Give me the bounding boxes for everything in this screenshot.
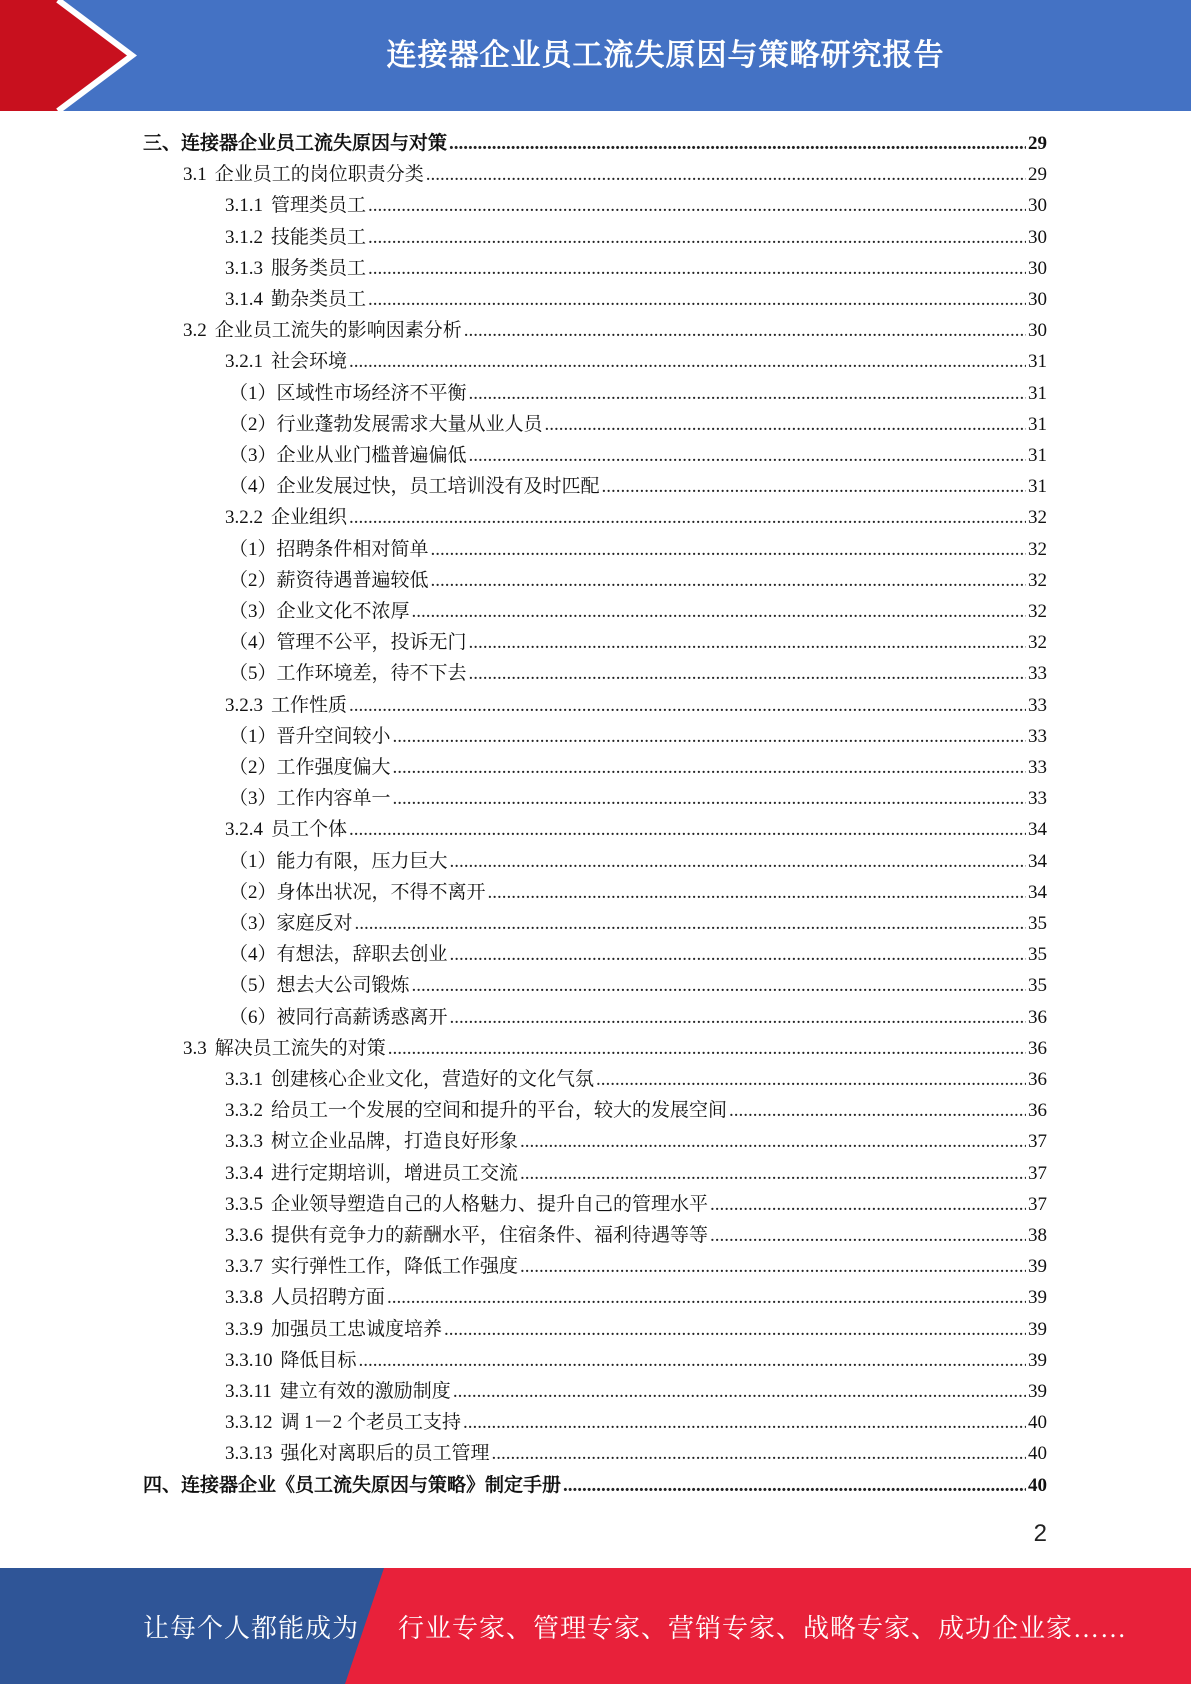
toc-dot-leader (444, 1314, 1026, 1345)
toc-entry-page: 31 (1028, 413, 1047, 435)
toc-dot-leader (368, 222, 1026, 253)
toc-entry-title: 能力有限，压力巨大 (276, 850, 448, 872)
toc-entry-page: 39 (1028, 1287, 1047, 1309)
toc-dot-leader (412, 596, 1026, 627)
toc-entry-title: 企业员工的岗位职责分类 (214, 164, 424, 186)
toc-entry-page: 39 (1028, 1256, 1047, 1278)
toc-entry-number: 3.2.3 (225, 694, 263, 716)
toc-entry[interactable] (225, 1095, 1047, 1126)
toc-entry-number: （2） (229, 413, 277, 435)
toc-entry-title: 给员工一个发展的空间和提升的平台，较大的发展空间 (271, 1100, 728, 1122)
toc-entry-number: 3.3 (183, 1037, 207, 1059)
toc-dot-leader (492, 1438, 1026, 1469)
toc-entry-number: 3.1 (183, 164, 207, 186)
toc-entry-page: 36 (1028, 1037, 1047, 1059)
toc-dot-leader (596, 1064, 1026, 1095)
toc-entry-number: 3.2.4 (225, 819, 263, 841)
toc-entry[interactable] (225, 1376, 1047, 1407)
toc-entry-page: 31 (1028, 351, 1047, 373)
toc-entry-title: 招聘条件相对简单 (276, 538, 429, 560)
toc-entry[interactable] (225, 1345, 1047, 1376)
toc-dot-leader (349, 690, 1026, 721)
toc-entry-title: 社会环境 (271, 351, 348, 373)
toc-entry-page: 34 (1028, 850, 1047, 872)
toc-entry[interactable] (225, 1251, 1047, 1282)
toc-entry-page: 30 (1028, 320, 1047, 342)
toc-entry-title: 工作强度偏大 (276, 757, 391, 778)
toc-entry-number: （2） (229, 881, 277, 903)
toc-dot-leader (368, 253, 1026, 284)
toc-entry-title: 创建核心企业文化，营造好的文化气氛 (271, 1069, 595, 1090)
toc-dot-leader (393, 783, 1026, 814)
toc-dot-leader (520, 1251, 1026, 1282)
toc-entry-number: 3.1.1 (225, 195, 263, 217)
toc-entry-page: 34 (1028, 881, 1047, 903)
toc-entry-number: （4） (229, 476, 277, 498)
toc-entry[interactable] (225, 690, 1047, 721)
toc-entry[interactable] (143, 1470, 1047, 1501)
toc-entry-page: 39 (1028, 1349, 1047, 1371)
toc-entry[interactable] (229, 908, 1047, 939)
toc-entry-title: 技能类员工 (271, 226, 367, 248)
toc-entry-page: 37 (1028, 1131, 1047, 1153)
toc-entry-number: （5） (229, 975, 277, 997)
toc-entry[interactable] (225, 1189, 1047, 1220)
toc-entry-number: 3.3.3 (225, 1131, 263, 1153)
toc-entry-number: 3.1.3 (225, 257, 263, 279)
toc-entry-page: 30 (1028, 257, 1047, 279)
toc-entry-number: 3.3.5 (225, 1193, 263, 1215)
toc-entry-number: 3.3.11 (225, 1381, 272, 1402)
header-arrow-icon (0, 0, 150, 111)
toc-entry-page: 33 (1028, 788, 1047, 810)
toc-entry[interactable] (183, 315, 1047, 346)
toc-entry[interactable] (229, 378, 1047, 409)
toc-entry-page: 32 (1028, 507, 1047, 529)
toc-dot-leader (393, 752, 1026, 783)
toc-entry-page: 39 (1028, 1318, 1047, 1340)
toc-dot-leader (450, 939, 1026, 970)
toc-entry-number: 3.2 (183, 320, 207, 342)
toc-entry[interactable] (225, 190, 1047, 221)
toc-entry-title: 降低目标 (280, 1349, 357, 1371)
toc-entry[interactable] (183, 159, 1047, 190)
toc-entry-page: 40 (1028, 1412, 1047, 1434)
toc-entry[interactable] (143, 128, 1047, 159)
toc-dot-leader (710, 1220, 1026, 1251)
toc-dot-leader (453, 1376, 1026, 1407)
toc-entry-page: 33 (1028, 725, 1047, 747)
toc-entry[interactable] (229, 565, 1047, 596)
toc-entry[interactable] (225, 1407, 1047, 1438)
toc-entry-number: 3.3.13 (225, 1443, 273, 1465)
toc-entry-page: 32 (1028, 538, 1047, 560)
toc-entry[interactable] (229, 471, 1047, 502)
page-footer (0, 1568, 1191, 1684)
toc-entry-number: （3） (229, 601, 277, 622)
toc-dot-leader (520, 1158, 1026, 1189)
toc-entry-page: 36 (1028, 1100, 1047, 1122)
toc-entry[interactable] (225, 502, 1047, 533)
toc-entry-page: 35 (1028, 944, 1047, 966)
toc-entry[interactable] (229, 658, 1047, 689)
toc-entry-number: 3.3.10 (225, 1349, 273, 1371)
footer-slogan-left: 让每个人都能成为 (143, 1614, 360, 1643)
toc-entry-page: 35 (1028, 913, 1047, 934)
toc-entry-title: 企业从业门槛普遍偏低 (276, 445, 467, 466)
toc-entry-title: 被同行高薪诱惑离开 (276, 1006, 448, 1028)
header-title: 连接器企业员工流失原因与策略研究报告 (386, 38, 945, 73)
toc-entry-title: 企业文化不浓厚 (276, 601, 410, 622)
toc-entry-title: 行业蓬勃发展需求大量从业人员 (276, 413, 543, 435)
toc-entry-number: （5） (229, 663, 277, 685)
toc-entry[interactable] (225, 284, 1047, 315)
toc-dot-leader (563, 1470, 1026, 1501)
toc-entry-title: 企业员工流失的影响因素分析 (214, 320, 462, 342)
toc-dot-leader (545, 409, 1026, 440)
toc-entry-number: （4） (229, 944, 277, 966)
toc-entry-number: （1） (229, 850, 277, 872)
toc-entry-page: 30 (1028, 289, 1047, 310)
toc-entry[interactable] (225, 1220, 1047, 1251)
toc-entry-page: 39 (1028, 1381, 1047, 1402)
toc-entry[interactable] (229, 409, 1047, 440)
toc-entry-page: 30 (1028, 195, 1047, 217)
toc-entry-title: 企业组织 (271, 507, 348, 529)
toc-entry-title: 管理不公平，投诉无门 (276, 632, 467, 654)
toc-dot-leader (463, 1407, 1026, 1438)
toc-entry[interactable] (229, 877, 1047, 908)
toc-entry-number: 3.3.9 (225, 1318, 263, 1340)
toc-entry[interactable] (229, 846, 1047, 877)
toc-dot-leader (368, 190, 1026, 221)
toc-dot-leader (450, 846, 1026, 877)
toc-entry-title: 有想法，辞职去创业 (276, 944, 448, 966)
toc-dot-leader (349, 346, 1026, 377)
toc-entry[interactable] (229, 721, 1047, 752)
toc-entry[interactable] (225, 1064, 1047, 1095)
toc-entry-page: 35 (1028, 975, 1047, 997)
toc-dot-leader (450, 1002, 1026, 1033)
toc-dot-leader (469, 440, 1026, 471)
toc-entry[interactable] (225, 814, 1047, 845)
toc-dot-leader (431, 534, 1026, 565)
toc-entry-title: 企业发展过快，员工培训没有及时匹配 (276, 476, 600, 498)
toc-entry-page: 29 (1028, 133, 1047, 154)
toc-entry-number: （1） (229, 382, 277, 404)
toc-entry-title: 员工个体 (271, 819, 348, 841)
toc-entry-page: 31 (1028, 445, 1047, 466)
toc-entry-page: 32 (1028, 601, 1047, 622)
toc-entry-title: 薪资待遇普遍较低 (276, 569, 429, 591)
toc-entry-number: 3.3.6 (225, 1225, 263, 1246)
toc-dot-leader (469, 658, 1026, 689)
toc-entry-number: 3.2.2 (225, 507, 263, 529)
toc-entry-title: 调 1－2 个老员工支持 (280, 1412, 462, 1434)
toc-entry-page: 33 (1028, 663, 1047, 685)
toc-entry[interactable] (225, 1438, 1047, 1469)
toc-entry-page: 33 (1028, 757, 1047, 778)
toc-entry-number: 3.3.4 (225, 1162, 263, 1184)
toc-dot-leader (602, 471, 1026, 502)
toc-entry[interactable] (225, 253, 1047, 284)
toc-dot-leader (469, 378, 1026, 409)
toc-dot-leader (388, 1033, 1026, 1064)
toc-entry-number: 3.3.2 (225, 1100, 263, 1122)
toc-entry-title: 人员招聘方面 (271, 1287, 386, 1309)
toc-entry[interactable] (225, 1314, 1047, 1345)
toc-dot-leader (387, 1282, 1026, 1313)
toc-entry-title: 想去大公司锻炼 (276, 975, 410, 997)
toc-dot-leader (393, 721, 1026, 752)
toc-entry-number: 3.3.7 (225, 1256, 263, 1278)
toc-entry-title: 工作性质 (271, 694, 348, 716)
toc-entry-page: 37 (1028, 1193, 1047, 1215)
toc-entry-number: （3） (229, 788, 277, 810)
toc-entry[interactable] (229, 627, 1047, 658)
toc-dot-leader (355, 908, 1026, 939)
toc-entry-page: 40 (1028, 1474, 1047, 1496)
toc-dot-leader (349, 814, 1026, 845)
toc-entry[interactable] (225, 1282, 1047, 1313)
toc-entry[interactable] (225, 222, 1047, 253)
toc-entry-title: 加强员工忠诚度培养 (271, 1318, 443, 1340)
toc-entry-number: （6） (229, 1006, 277, 1028)
toc-entry[interactable] (225, 1158, 1047, 1189)
toc-entry-title: 提供有竞争力的薪酬水平，住宿条件、福利待遇等等 (271, 1225, 709, 1246)
toc-dot-leader (368, 284, 1026, 315)
toc-entry[interactable] (225, 346, 1047, 377)
toc-entry-page: 30 (1028, 226, 1047, 248)
toc-entry-page: 38 (1028, 1225, 1047, 1246)
page-number: 2 (1033, 1520, 1047, 1547)
toc-entry-page: 34 (1028, 819, 1047, 841)
toc-entry-number: （3） (229, 913, 277, 934)
toc-entry-number: 3.3.8 (225, 1287, 263, 1309)
toc-entry-number: 3.3.1 (225, 1069, 263, 1090)
toc-dot-leader (710, 1189, 1026, 1220)
toc-dot-leader (412, 970, 1026, 1001)
toc-entry-number: 3.2.1 (225, 351, 263, 373)
page-header (0, 0, 1191, 111)
toc-entry-title: 树立企业品牌，打造良好形象 (271, 1131, 519, 1153)
toc-entry-title: 服务类员工 (271, 257, 367, 279)
toc-entry-title: 建立有效的激励制度 (279, 1381, 451, 1402)
toc-entry-title: 四、连接器企业《员工流失原因与策略》制定手册 (143, 1474, 562, 1496)
toc-dot-leader (426, 159, 1026, 190)
toc-dot-leader (729, 1095, 1026, 1126)
toc-entry-number: 3.3.12 (225, 1412, 273, 1434)
toc-entry[interactable] (183, 1033, 1047, 1064)
toc-entry-page: 36 (1028, 1069, 1047, 1090)
toc-entry-title: 工作环境差，待不下去 (276, 663, 467, 685)
toc-entry-title: 进行定期培训，增进员工交流 (271, 1162, 519, 1184)
toc-entry-number: （1） (229, 725, 277, 747)
toc-entry-page: 31 (1028, 476, 1047, 498)
toc-dot-leader (520, 1126, 1026, 1157)
toc-entry[interactable] (229, 783, 1047, 814)
toc-entry-title: 实行弹性工作，降低工作强度 (271, 1256, 519, 1278)
toc-entry[interactable] (229, 1002, 1047, 1033)
toc-dot-leader (469, 627, 1026, 658)
toc-entry-number: （1） (229, 538, 277, 560)
toc-entry-page: 31 (1028, 382, 1047, 404)
toc-entry-number: （3） (229, 445, 277, 466)
toc-entry-title: 晋升空间较小 (276, 725, 391, 747)
toc-dot-leader (488, 877, 1026, 908)
toc-entry[interactable] (229, 440, 1047, 471)
toc-entry-page: 40 (1028, 1443, 1047, 1465)
toc-entry-number: 3.1.4 (225, 289, 263, 310)
toc-entry-number: （2） (229, 569, 277, 591)
toc-entry[interactable] (229, 596, 1047, 627)
toc-entry[interactable] (229, 752, 1047, 783)
toc-entry-page: 37 (1028, 1162, 1047, 1184)
toc-entry-page: 36 (1028, 1006, 1047, 1028)
toc-entry[interactable] (225, 1126, 1047, 1157)
toc-entry-title: 解决员工流失的对策 (214, 1037, 386, 1059)
toc-entry[interactable] (229, 970, 1047, 1001)
toc-entry-page: 32 (1028, 569, 1047, 591)
toc-entry-title: 管理类员工 (271, 195, 367, 217)
toc-entry-title: 企业领导塑造自己的人格魅力、提升自己的管理水平 (271, 1193, 709, 1215)
toc-dot-leader (431, 565, 1026, 596)
toc-entry-page: 33 (1028, 694, 1047, 716)
toc-entry[interactable] (229, 534, 1047, 565)
toc-entry-title: 三、连接器企业员工流失原因与对策 (143, 133, 448, 154)
toc-dot-leader (349, 502, 1026, 533)
toc-entry-page: 29 (1028, 164, 1047, 186)
toc-entry-number: 3.1.2 (225, 226, 263, 248)
toc-entry-title: 区域性市场经济不平衡 (276, 382, 467, 404)
toc-entry-title: 身体出状况，不得不离开 (276, 881, 486, 903)
toc-entry[interactable] (229, 939, 1047, 970)
toc-entry-title: 工作内容单一 (276, 788, 391, 810)
toc-entry-title: 强化对离职后的员工管理 (280, 1443, 490, 1465)
toc-entry-title: 家庭反对 (276, 913, 353, 934)
toc-dot-leader (449, 128, 1026, 159)
toc-entry-title: 勤杂类员工 (271, 289, 367, 310)
toc-entry-number: （2） (229, 757, 277, 778)
toc-dot-leader (464, 315, 1026, 346)
footer-slogan-right: 行业专家、管理专家、营销专家、战略专家、成功企业家…… (398, 1614, 1128, 1643)
toc-entry-number: （4） (229, 632, 277, 654)
toc-dot-leader (359, 1345, 1026, 1376)
toc-entry-page: 32 (1028, 632, 1047, 654)
